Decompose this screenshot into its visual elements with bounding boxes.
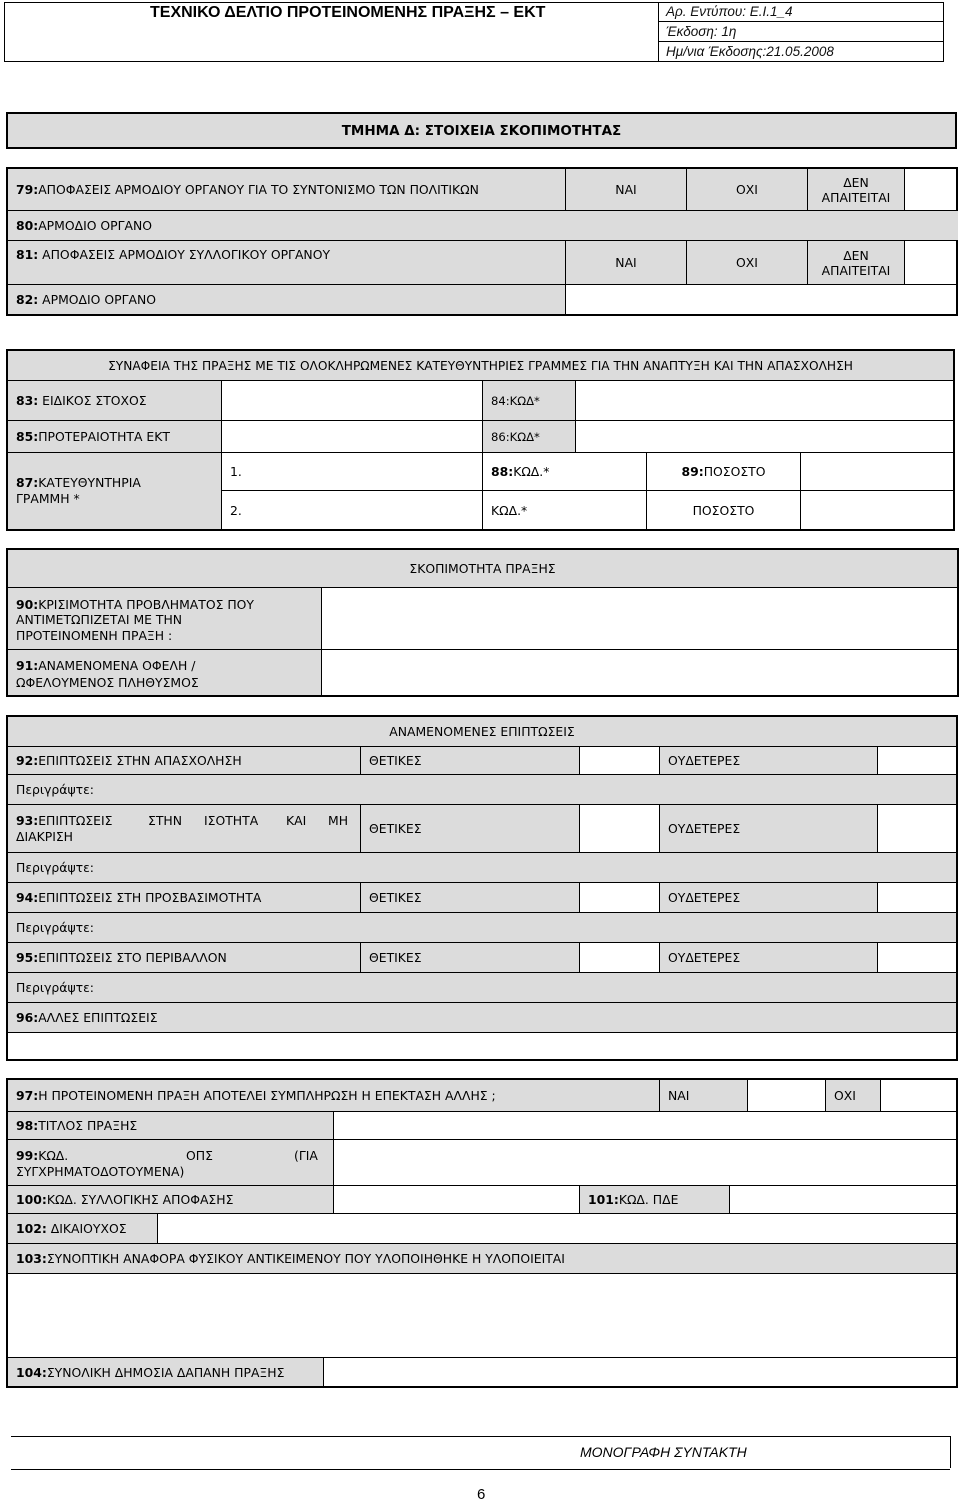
field-81-yes[interactable]: ΝΑΙ (566, 241, 687, 285)
field-81-checkbox[interactable] (905, 241, 958, 285)
field-93-label: 93:ΕΠΙΠΤΩΣΕΙΣ ΣΤΗΝ ΙΣΟΤΗΤΑ ΚΑΙ ΜΗ ΔΙΑΚΡΙΣΗ (8, 805, 361, 853)
field-94-label: 94:ΕΠΙΠΤΩΣΕΙΣ ΣΤΗ ΠΡΟΣΒΑΣΙΜΟΤΗΤΑ (8, 883, 361, 913)
field-91-input[interactable] (322, 650, 957, 695)
field-86-input[interactable] (576, 421, 953, 453)
field-79-yes[interactable]: ΝΑΙ (566, 169, 687, 211)
field-87-line-1[interactable]: 1. (222, 453, 483, 491)
field-94-neutral: ΟΥΔΕΤΕΡΕΣ (660, 883, 878, 913)
field-79-not-required[interactable]: ΔΕΝ ΑΠΑΙΤΕΙΤΑΙ (808, 169, 905, 211)
field-93-neutral: ΟΥΔΕΤΕΡΕΣ (660, 805, 878, 853)
block-impacts (6, 715, 958, 1061)
field-85-input[interactable] (222, 421, 483, 453)
field-88-label: 88:ΚΩΔ.* (483, 453, 647, 491)
field-90-input[interactable] (322, 588, 957, 650)
field-97-label: 97:Η ΠΡΟΤΕΙΝΟΜΕΝΗ ΠΡΑΞΗ ΑΠΟΤΕΛΕΙ ΣΥΜΠΛΗΡΩΣΗ Η ΕΠΕΚΤΑΣΗ ΑΛΛΗΣ ; (8, 1080, 660, 1112)
field-81-not-required[interactable]: ΔΕΝ ΑΠΑΙΤΕΙΤΑΙ (808, 241, 905, 285)
field-96-label: 96:ΑΛΛΕΣ ΕΠΙΠΤΩΣΕΙΣ (8, 1003, 956, 1033)
field-95-label: 95:ΕΠΙΠΤΩΣΕΙΣ ΣΤΟ ΠΕΡΙΒΑΛΛΟΝ (8, 943, 361, 973)
section-title: ΤΜΗΜΑ Δ: ΣΤΟΙΧΕΙΑ ΣΚΟΠΙΜΟΤΗΤΑΣ (6, 112, 957, 149)
field-87-line-2[interactable]: 2. (222, 491, 483, 529)
field-89-percent-2: ΠΟΣΟΣΤΟ (647, 491, 801, 529)
field-100-input[interactable] (334, 1186, 580, 1214)
field-83-input[interactable] (222, 381, 483, 421)
field-81-label: 81: ΑΠΟΦΑΣΕΙΣ ΑΡΜΟΔΙΟΥ ΣΥΛΛΟΓΙΚΟΥ ΟΡΓΑΝΟΥ (8, 241, 566, 285)
field-98-input[interactable] (334, 1112, 956, 1140)
block-purpose (6, 548, 959, 697)
field-84-label: 84:ΚΩΔ* (483, 381, 576, 421)
field-93-describe[interactable]: Περιγράψτε: (8, 853, 956, 883)
field-83-label: 83: ΕΙΔΙΚΟΣ ΣΤΟΧΟΣ (8, 381, 222, 421)
field-94-positive-checkbox[interactable] (580, 883, 660, 913)
field-92-positive-checkbox[interactable] (580, 747, 660, 775)
field-96-input[interactable] (8, 1033, 956, 1059)
field-94-describe[interactable]: Περιγράψτε: (8, 913, 956, 943)
field-84-input[interactable] (576, 381, 953, 421)
field-89-label: 89:ΠΟΣΟΣΤΟ (647, 453, 801, 491)
field-97-no: ΟΧΙ (826, 1080, 881, 1112)
field-80-label: 80:ΑΡΜΟΔΙΟ ΟΡΓΑΝΟ (8, 211, 958, 241)
field-97-yes: ΝΑΙ (660, 1080, 748, 1112)
field-79-no[interactable]: ΟΧΙ (687, 169, 808, 211)
field-99-label: 99:ΚΩΔ. ΟΠΣ (ΓΙΑ ΣΥΓΧΡΗΜΑΤΟΔΟΤΟΥΜΕΝΑ) (8, 1140, 334, 1186)
field-95-positive: ΘΕΤΙΚΕΣ (361, 943, 580, 973)
field-102-label: 102: ΔΙΚΑΙΟΥΧΟΣ (8, 1214, 158, 1244)
field-95-describe[interactable]: Περιγράψτε: (8, 973, 956, 1003)
field-82-label: 82: ΑΡΜΟΔΙΟ ΟΡΓΑΝΟ (8, 285, 566, 314)
field-95-neutral-checkbox[interactable] (878, 943, 956, 973)
field-86-label: 86:ΚΩΔ* (483, 421, 576, 453)
field-79-label: 79:ΑΠΟΦΑΣΕΙΣ ΑΡΜΟΔΙΟΥ ΟΡΓΑΝΟΥ ΓΙΑ ΤΟ ΣΥΝΤΟΝΙΣΜΟ ΤΩΝ ΠΟΛΙΤΙΚΩΝ (8, 169, 566, 211)
field-104-label: 104:ΣΥΝΟΛΙΚΗ ΔΗΜΟΣΙΑ ΔΑΠΑΝΗ ΠΡΑΞΗΣ (8, 1358, 324, 1386)
field-103-label: 103:ΣΥΝΟΠΤΙΚΗ ΑΝΑΦΟΡΑ ΦΥΣΙΚΟΥ ΑΝΤΙΚΕΙΜΕΝΟΥ ΠΟΥ ΥΛΟΠΟΙΗΘΗΚΕ Η ΥΛΟΠΟΙΕΙΤΑΙ (8, 1244, 956, 1274)
field-93-neutral-checkbox[interactable] (878, 805, 956, 853)
field-99-input[interactable] (334, 1140, 956, 1186)
field-97-no-checkbox[interactable] (881, 1080, 956, 1112)
page-number: 6 (477, 1486, 486, 1503)
field-93-positive: ΘΕΤΙΚΕΣ (361, 805, 580, 853)
field-102-input[interactable] (158, 1214, 956, 1244)
field-89-input-2[interactable] (801, 491, 953, 529)
field-82-input[interactable] (566, 285, 958, 314)
field-94-neutral-checkbox[interactable] (878, 883, 956, 913)
field-93-positive-checkbox[interactable] (580, 805, 660, 853)
coherence-title: ΣΥΝΑΦΕΙΑ ΤΗΣ ΠΡΑΞΗΣ ΜΕ ΤΙΣ ΟΛΟΚΛΗΡΩΜΕΝΕΣ ΚΑΤΕΥΘΥΝΤΗΡΙΕΣ ΓΡΑΜΜΕΣ ΓΙΑ ΤΗΝ ΑΝΑΠΤΥΞΗ ΚΑΙ ΤΗΝ ΑΠΑΣΧΟΛΗΣΗ (8, 351, 953, 381)
field-87-label: 87:ΚΑΤΕΥΘΥΝΤΗΡΙΑ ΓΡΑΜΜΗ * (8, 453, 222, 529)
purpose-title: ΣΚΟΠΙΜΟΤΗΤΑ ΠΡΑΞΗΣ (8, 550, 957, 588)
field-100-label: 100:ΚΩΔ. ΣΥΛΛΟΓΙΚΗΣ ΑΠΟΦΑΣΗΣ (8, 1186, 334, 1214)
page-header (4, 2, 944, 62)
field-81-no[interactable]: ΟΧΙ (687, 241, 808, 285)
field-85-label: 85:ΠΡΟΤΕΡΑΙΟΤΗΤΑ ΕΚΤ (8, 421, 222, 453)
field-97-yes-checkbox[interactable] (748, 1080, 826, 1112)
block-decisions (6, 167, 958, 316)
field-103-input[interactable] (8, 1274, 956, 1358)
field-89-input-1[interactable] (801, 453, 953, 491)
document-title: ΤΕΧΝΙΚΟ ΔΕΛΤΙΟ ΠΡΟΤΕΙΝΟΜΕΝΗΣ ΠΡΑΞΗΣ – ΕΚΤ (150, 4, 546, 21)
field-92-neutral: ΟΥΔΕΤΕΡΕΣ (660, 747, 878, 775)
field-91-label: 91:ΑΝΑΜΕΝΟΜΕΝΑ ΟΦΕΛΗ / ΩΦΕΛΟΥΜΕΝΟΣ ΠΛΗΘΥΣΜΟΣ (8, 650, 322, 695)
field-104-input[interactable] (324, 1358, 956, 1386)
field-92-describe[interactable]: Περιγράψτε: (8, 775, 956, 805)
form-number: Αρ. Εντύπου: Ε.Ι.1_4 (666, 4, 793, 19)
footer-author-box (950, 1436, 951, 1468)
footer-rule (11, 1436, 950, 1437)
impacts-title: ΑΝΑΜΕΝΟΜΕΝΕΣ ΕΠΙΠΤΩΣΕΙΣ (8, 717, 956, 747)
field-95-neutral: ΟΥΔΕΤΕΡΕΣ (660, 943, 878, 973)
field-79-checkbox[interactable] (905, 169, 958, 211)
field-90-label: 90:ΚΡΙΣΙΜΟΤΗΤΑ ΠΡΟΒΛΗΜΑΤΟΣ ΠΟΥ ΑΝΤΙΜΕΤΩΠΙΖΕΤΑΙ ΜΕ ΤΗΝ ΠΡΟΤΕΙΝΟΜΕΝΗ ΠΡΑΞΗ : (8, 588, 322, 650)
field-101-input[interactable] (730, 1186, 956, 1214)
field-88-code-2: ΚΩΔ.* (483, 491, 647, 529)
footer-bottom-rule (11, 1469, 950, 1470)
field-98-label: 98:ΤΙΤΛΟΣ ΠΡΑΞΗΣ (8, 1112, 334, 1140)
edition: Έκδοση: 1η (666, 24, 737, 39)
edition-date: Ημ/νια Έκδοσης:21.05.2008 (666, 44, 834, 59)
block-coherence (6, 349, 955, 531)
block-continuation (6, 1078, 958, 1388)
field-92-label: 92:ΕΠΙΠΤΩΣΕΙΣ ΣΤΗΝ ΑΠΑΣΧΟΛΗΣΗ (8, 747, 361, 775)
field-101-label: 101:ΚΩΔ. ΠΔΕ (580, 1186, 730, 1214)
field-95-positive-checkbox[interactable] (580, 943, 660, 973)
field-94-positive: ΘΕΤΙΚΕΣ (361, 883, 580, 913)
field-92-positive: ΘΕΤΙΚΕΣ (361, 747, 580, 775)
field-92-neutral-checkbox[interactable] (878, 747, 956, 775)
author-initials: ΜΟΝΟΓΡΑΦΗ ΣΥΝΤΑΚΤΗ (580, 1444, 747, 1460)
